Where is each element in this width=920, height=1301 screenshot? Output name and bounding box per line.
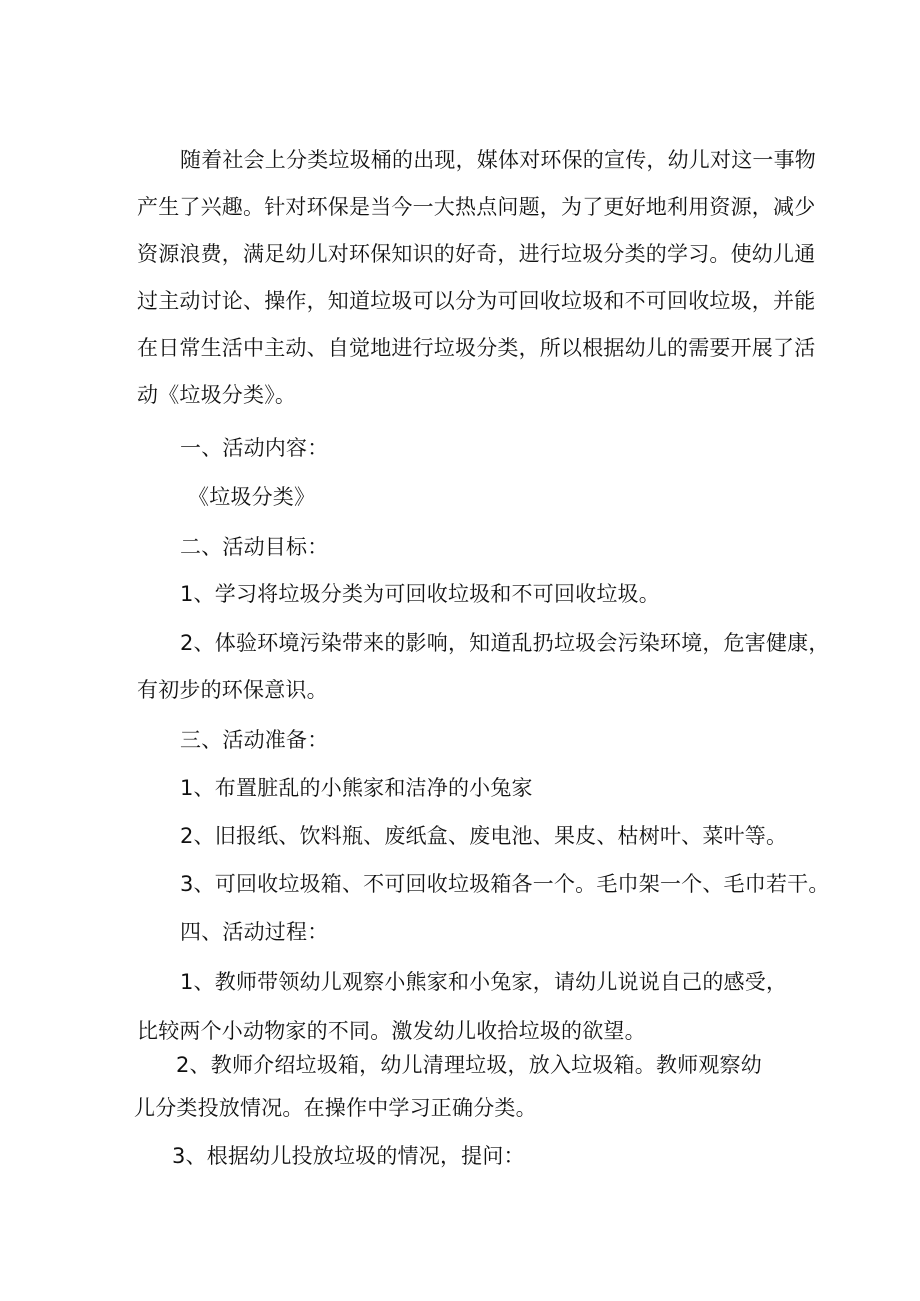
goal-item-2-line-1: 2、体验环境污染带来的影响，知道乱扔垃圾会污染环境，危害健康， — [180, 631, 830, 655]
section-heading-preparation: 三、活动准备： — [180, 728, 329, 752]
goal-item-1: 1、学习将垃圾分类为可回收垃圾和不可回收垃圾。 — [180, 582, 660, 606]
step-1-line-2: 比较两个小动物家的不同。激发幼儿收拾垃圾的欲望。 — [137, 1019, 646, 1043]
prep-item-3: 3、可回收垃圾箱、不可回收垃圾箱各一个。毛巾架一个、毛巾若干。 — [180, 872, 830, 896]
intro-line-3: 资源浪费，满足幼儿对环保知识的好奇，进行垃圾分类的学习。使幼儿通 — [137, 242, 816, 266]
intro-line-6: 动《垃圾分类》。 — [137, 383, 297, 407]
goal-item-2-line-2: 有初步的环保意识。 — [137, 678, 328, 702]
section-heading-goals: 二、活动目标： — [180, 535, 329, 559]
section-heading-process: 四、活动过程： — [180, 920, 329, 944]
prep-item-2: 2、旧报纸、饮料瓶、废纸盒、废电池、果皮、枯树叶、菜叶等。 — [180, 824, 788, 848]
step-2-line-1: 2、教师介绍垃圾箱，幼儿清理垃圾，放入垃圾箱。教师观察幼 — [176, 1053, 762, 1077]
activity-title: 《垃圾分类》 — [188, 485, 316, 509]
step-1-line-1: 1、教师带领幼儿观察小熊家和小兔家，请幼儿说说自己的感受， — [180, 970, 788, 994]
intro-line-5: 在日常生活中主动、自觉地进行垃圾分类，所以根据幼儿的需要开展了活 — [137, 336, 816, 360]
step-2-line-2: 儿分类投放情况。在操作中学习正确分类。 — [134, 1096, 537, 1120]
intro-line-4: 过主动讨论、操作，知道垃圾可以分为可回收垃圾和不可回收垃圾，并能 — [137, 289, 816, 313]
section-heading-content: 一、活动内容： — [180, 436, 329, 460]
step-3-line-1: 3、根据幼儿投放垃圾的情况，提问： — [172, 1144, 525, 1168]
intro-line-1: 随着社会上分类垃圾桶的出现，媒体对环保的宣传，幼儿对这一事物 — [180, 148, 816, 172]
intro-line-2: 产生了兴趣。针对环保是当今一大热点问题，为了更好地利用资源，减少 — [137, 195, 816, 219]
prep-item-1: 1、布置脏乱的小熊家和洁净的小兔家 — [180, 776, 533, 800]
